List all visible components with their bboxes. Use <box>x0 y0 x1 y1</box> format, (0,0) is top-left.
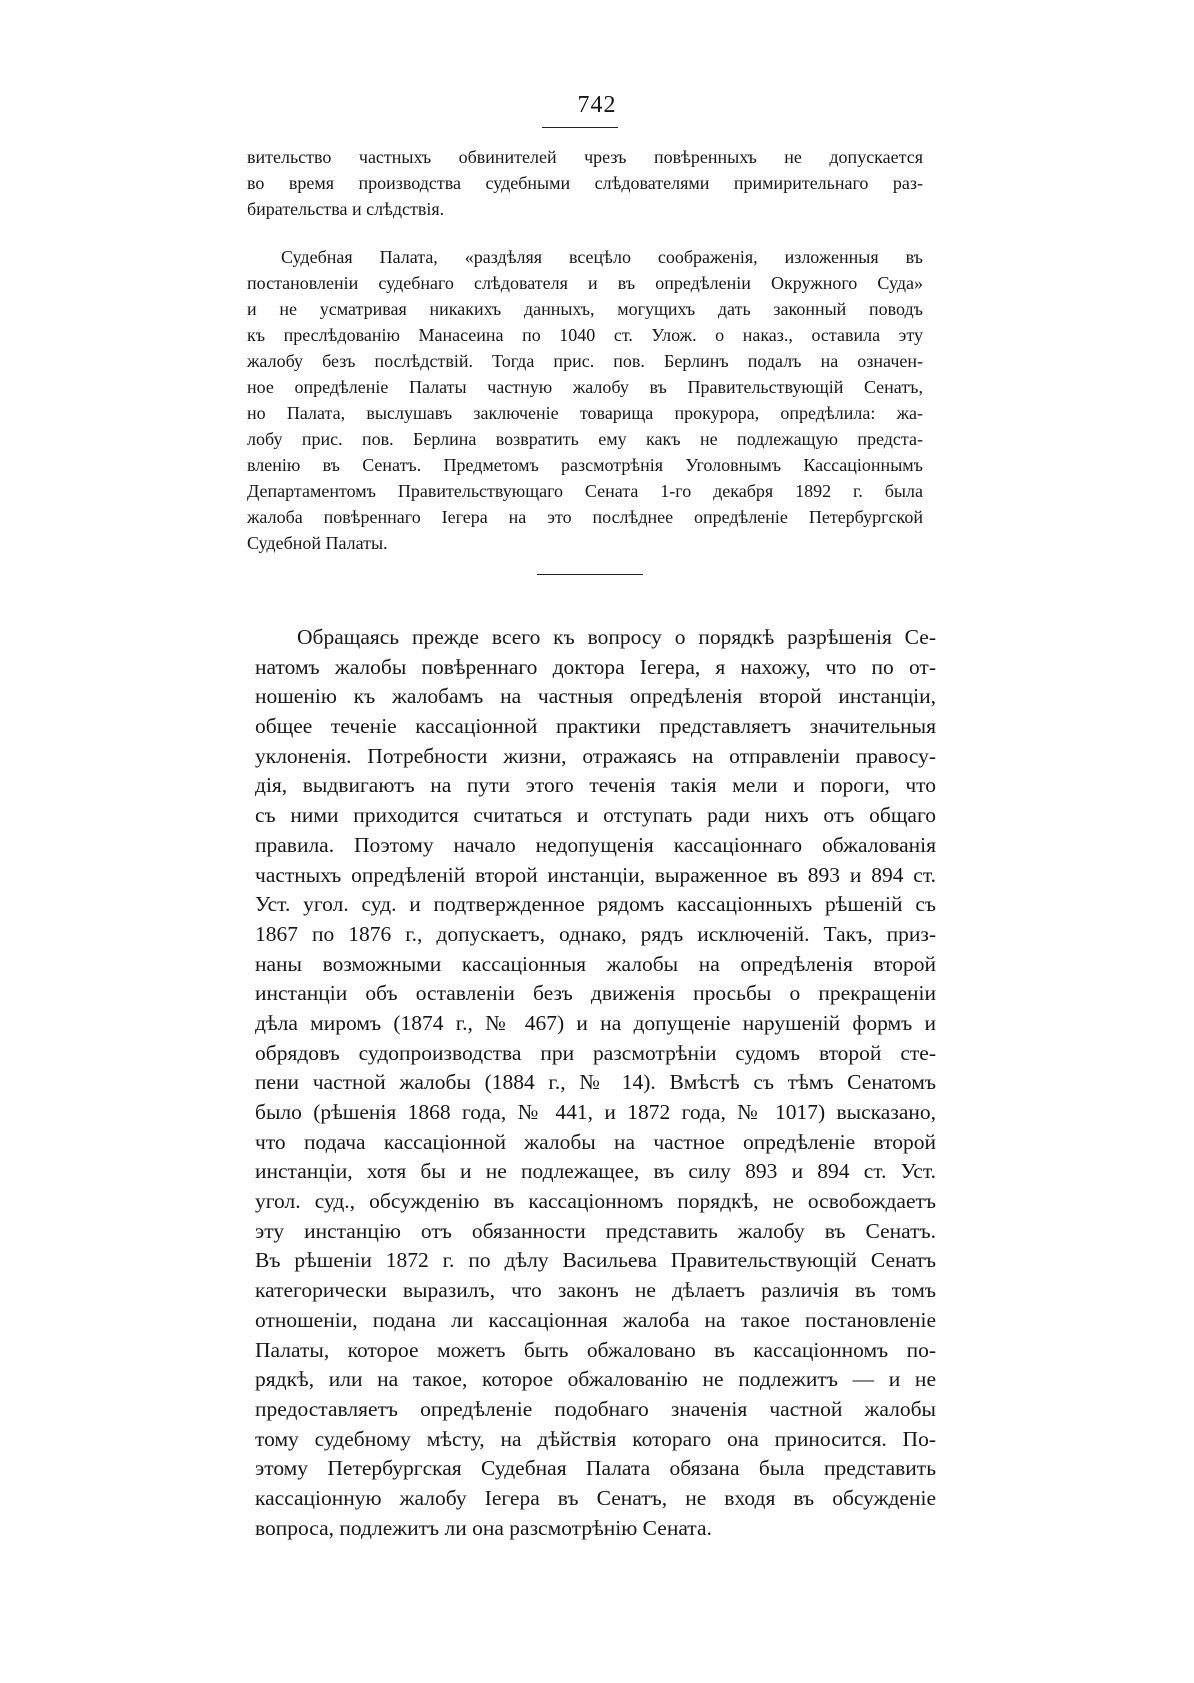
text-line: но Палата, выслушавъ заключеніе товарища прокурора, опредѣлила: жа- <box>247 403 923 423</box>
text-line: бирательства и слѣдствія. <box>247 199 445 219</box>
text-line: жалобу безъ послѣдствій. Тогда прис. пов. Берлинъ подалъ на означен- <box>247 351 923 371</box>
text-line: предоставляетъ опредѣленіе подобнаго значенія частной жалобы <box>255 1396 936 1421</box>
text-line: и не усматривая никакихъ данныхъ, могущихъ дать законный поводъ <box>247 299 923 319</box>
section-separator <box>537 574 643 575</box>
text-line: правила. Поэтому начало недопущенія кассаціоннаго обжалованія <box>255 832 936 857</box>
text-line: уклоненія. Потребности жизни, отражаясь на отправленіи правосу- <box>255 743 936 768</box>
text-line: наны возможными кассаціонныя жалобы на опредѣленія второй <box>255 951 936 976</box>
text-line: Уст. угол. суд. и подтвержденное рядомъ кассаціонныхъ рѣшеній съ <box>255 892 936 917</box>
chamber-paragraph <box>247 244 923 556</box>
text-line: Въ рѣшеніи 1872 г. по дѣлу Васильева Правительствующій Сенатъ <box>255 1248 936 1273</box>
text-line: Обращаясь прежде всего къ вопросу о порядкѣ разрѣшенія Се- <box>297 625 936 649</box>
text-line: инстанціи объ оставленіи безъ движенія просьбы о прекращеніи <box>255 981 936 1006</box>
text-line: дія, выдвигаютъ на пути этого теченія такія мели и пороги, что <box>255 773 936 798</box>
text-line: вительство частныхъ обвинителей чрезъ повѣренныхъ не допускается <box>247 147 923 167</box>
text-line: инстанціи, хотя бы и не подлежащее, въ силу 893 и 894 ст. Уст. <box>255 1159 936 1184</box>
text-line: кассаціонную жалобу Іегера въ Сенатъ, не входя въ обсужденіе <box>255 1485 936 1510</box>
text-line: съ ними приходится считаться и отступать ради нихъ отъ общаго <box>255 803 936 828</box>
text-line: 1867 по 1876 г., допускаетъ, однако, рядъ исключеній. Такъ, приз- <box>255 921 936 946</box>
text-line: угол. суд., обсужденію въ кассаціонномъ порядкѣ, не освобождаетъ <box>255 1189 936 1214</box>
text-line: натомъ жалобы повѣреннаго доктора Іегера, я нахожу, что по от- <box>255 654 936 679</box>
text-line: вопроса, подлежитъ ли она разсмотрѣнію Сената. <box>255 1515 712 1540</box>
text-line: ное опредѣленіе Палаты частную жалобу въ Правительствующій Сенатъ, <box>247 377 923 397</box>
text-line: жалоба повѣреннаго Іегера на это послѣднее опредѣленіе Петербургской <box>247 507 923 527</box>
continuation-paragraph <box>247 144 923 222</box>
text-line: категорически выразилъ, что законъ не дѣлаетъ различія въ томъ <box>255 1278 936 1303</box>
text-line: Департаментомъ Правительствующаго Сената 1-го декабря 1892 г. была <box>247 481 923 501</box>
text-line: общее теченіе кассаціонной практики представляетъ значительныя <box>255 714 936 739</box>
text-line: что подача кассаціонной жалобы на частное опредѣленіе второй <box>255 1129 936 1154</box>
text-line: пени частной жалобы (1884 г., № 14). Вмѣстѣ съ тѣмъ Сенатомъ <box>255 1070 936 1095</box>
text-line: къ преслѣдованію Манасеина по 1040 ст. Улож. о наказ., оставила эту <box>247 325 923 345</box>
text-line: эту инстанцію отъ обязанности представить жалобу въ Сенатъ. <box>255 1218 936 1243</box>
text-line: было (рѣшенія 1868 года, № 441, и 1872 года, № 1017) высказано, <box>255 1100 936 1124</box>
text-line: рядкѣ, или на такое, которое обжалованію не подлежитъ — и не <box>255 1367 936 1392</box>
text-line: лобу прис. пов. Берлина возвратить ему какъ не подлежащую предста- <box>247 429 923 449</box>
page-number-rule <box>542 127 618 128</box>
text-line: Палаты, которое можетъ быть обжаловано въ кассаціонномъ по- <box>255 1337 936 1362</box>
text-line: постановленіи судебнаго слѣдователя и въ опредѣленіи Окружного Суда» <box>247 273 923 293</box>
opinion-paragraph <box>255 623 936 1543</box>
text-line: дѣла миромъ (1874 г., № 467) и на допущеніе нарушеній формъ и <box>255 1010 936 1035</box>
text-line: ношенію къ жалобамъ на частныя опредѣленія второй инстанціи, <box>255 684 936 709</box>
text-line: вленію въ Сенатъ. Предметомъ разсмотрѣнія Уголовнымъ Кассаціоннымъ <box>247 455 923 475</box>
text-line: Судебной Палаты. <box>247 533 388 553</box>
text-line: Судебная Палата, «раздѣляя всецѣло соображенія, изложенныя въ <box>281 247 923 267</box>
page-number: 742 <box>577 92 617 118</box>
text-line: этому Петербургская Судебная Палата обязана была представить <box>255 1456 936 1481</box>
text-line: обрядовъ судопроизводства при разсмотрѣніи судомъ второй сте- <box>255 1040 936 1065</box>
text-line: во время производства судебными слѣдователями примирительнаго раз- <box>247 173 923 193</box>
text-line: частныхъ опредѣленій второй инстанціи, выраженное въ 893 и 894 ст. <box>255 862 936 887</box>
text-line: отношеніи, подана ли кассаціонная жалоба на такое постановленіе <box>255 1307 936 1332</box>
text-line: тому судебному мѣсту, на дѣйствія котораго она приносится. По- <box>255 1426 936 1451</box>
